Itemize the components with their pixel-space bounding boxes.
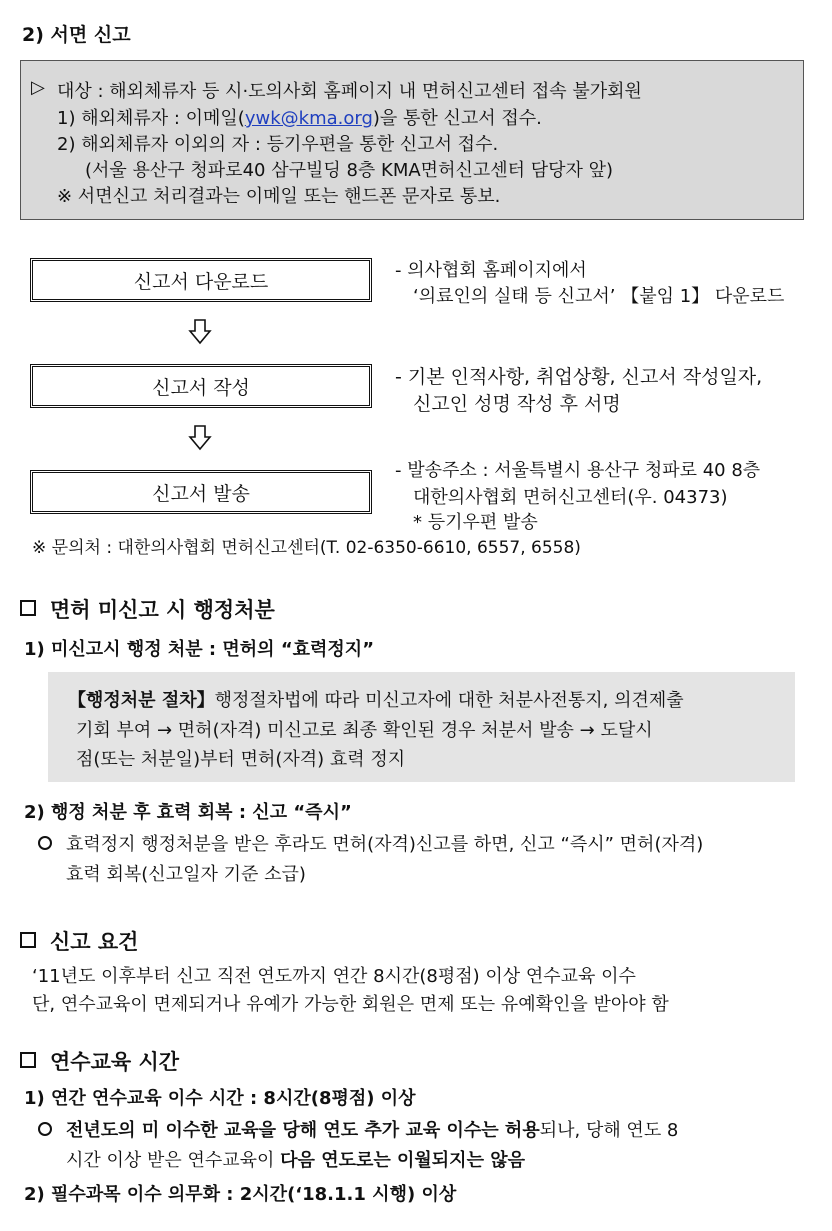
flow-desc-send-3: * 등기우편 발송	[413, 512, 538, 533]
item2-non-overseas: 2) 해외체류자 이외의 자 : 등기우편을 통한 신고서 접수.	[57, 134, 499, 155]
penalty-sub2: 2) 행정 처분 후 효력 회복 : 신고 “즉시”	[24, 802, 352, 823]
section-heading-penalty: 면허 미신고 시 행정처분	[50, 598, 275, 622]
flow-step-write: 신고서 작성	[30, 364, 372, 408]
procedure-line2: 기회 부여 → 면허(자격) 미신고로 최종 확인된 경우 처분서 발송 → 도달시	[76, 720, 653, 741]
flow-desc-download-1: - 의사협회 홈페이지에서	[395, 260, 587, 281]
penalty-sub1: 1) 미신고시 행정 처분 : 면허의 “효력정지”	[24, 639, 375, 660]
target-description: 대상 : 해외체류자 등 시·도의사회 홈페이지 내 면허신고센터 접속 불가회원	[57, 81, 642, 102]
hours-bullet-line2: 시간 이상 받은 연수교육이 다음 연도로는 이월되지는 않음	[66, 1150, 525, 1171]
section-heading-requirements: 신고 요건	[50, 930, 139, 954]
section-heading-hours: 연수교육 시간	[50, 1050, 180, 1074]
procedure-line1: 【행정처분 절차】행정절차법에 따라 미신고자에 대한 처분사전통지, 의견제출	[68, 690, 684, 711]
hours-sub1: 1) 연간 연수교육 이수 시간 : 8시간(8평점) 이상	[24, 1088, 416, 1109]
triangle-marker-icon: ▷	[31, 77, 45, 98]
flow-step-send: 신고서 발송	[30, 470, 372, 514]
hours-sub2: 2) 필수과목 이수 의무화 : 2시간(‘18.1.1 시행) 이상	[24, 1184, 457, 1205]
target-info-box	[20, 60, 804, 220]
flow-desc-download-2: ‘의료인의 실태 등 신고서’ 【붙임 1】 다운로드	[413, 286, 785, 307]
penalty-bullet-line1: 효력정지 행정처분을 받은 후라도 면허(자격)신고를 하면, 신고 “즉시” 면허(자격)	[66, 834, 704, 855]
procedure-box	[48, 672, 795, 782]
flow-desc-write-1: - 기본 인적사항, 취업상황, 신고서 작성일자,	[395, 366, 763, 388]
square-bullet-icon	[20, 600, 36, 616]
email-link[interactable]: ywk@kma.org	[244, 108, 373, 129]
flow-desc-send-2: 대한의사협회 면허신고센터(우. 04373)	[413, 487, 728, 508]
requirements-line2: 단, 연수교육이 면제되거나 유예가 가능한 회원은 면제 또는 유예확인을 받아야 함	[32, 994, 669, 1015]
hours-bullet-line1: 전년도의 미 이수한 교육을 당해 연도 추가 교육 이수는 허용되나, 당해 연도 8	[66, 1120, 679, 1141]
square-bullet-icon	[20, 1052, 36, 1068]
circle-bullet-icon	[38, 836, 52, 850]
square-bullet-icon	[20, 932, 36, 948]
flow-step-download: 신고서 다운로드	[30, 258, 372, 302]
result-notice: ※ 서면신고 처리결과는 이메일 또는 핸드폰 문자로 통보.	[57, 186, 501, 207]
flow-desc-send-1: - 발송주소 : 서울특별시 용산구 청파로 40 8층	[395, 460, 761, 481]
section-heading-written-report: 2) 서면 신고	[22, 24, 131, 46]
item1-overseas: 1) 해외체류자 : 이메일(ywk@kma.org)을 통한 신고서 접수.	[57, 108, 542, 129]
item2-address: (서울 용산구 청파로40 삼구빌딩 8층 KMA면허신고센터 담당자 앞)	[85, 160, 614, 181]
down-arrow-icon	[188, 319, 212, 345]
contact-info: ※ 문의처 : 대한의사협회 면허신고센터(T. 02-6350-6610, 6557, 6558)	[32, 538, 581, 558]
circle-bullet-icon	[38, 1122, 52, 1136]
flow-desc-write-2: 신고인 성명 작성 후 서명	[413, 393, 621, 415]
procedure-line3: 점(또는 처분일)부터 면허(자격) 효력 정지	[76, 749, 406, 770]
penalty-bullet-line2: 효력 회복(신고일자 기준 소급)	[66, 864, 306, 885]
requirements-line1: ‘11년도 이후부터 신고 직전 연도까지 연간 8시간(8평점) 이상 연수교육 이수	[32, 966, 636, 987]
down-arrow-icon	[188, 425, 212, 451]
